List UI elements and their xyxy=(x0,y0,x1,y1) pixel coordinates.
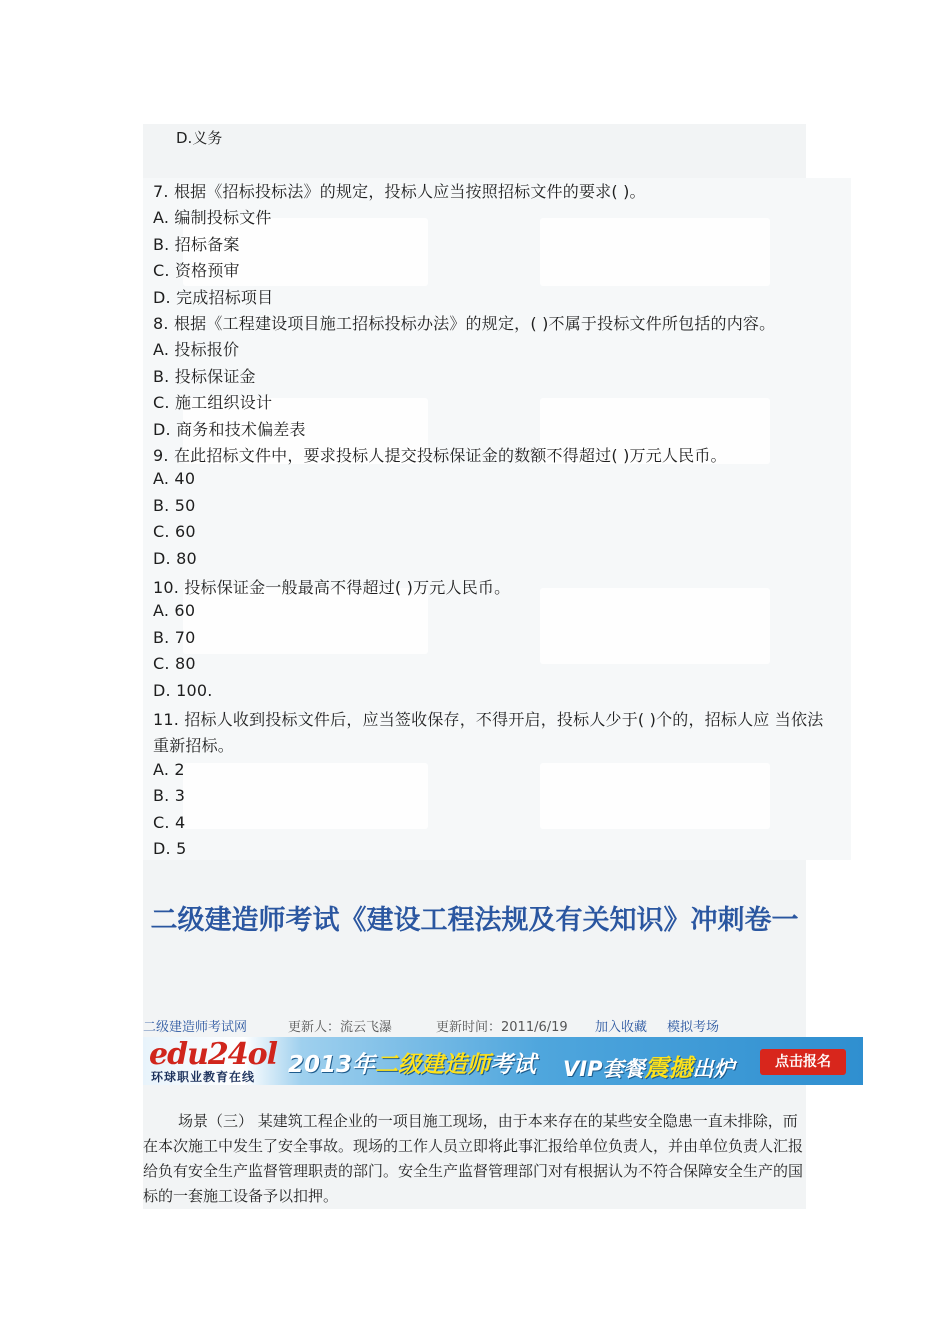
quiz-line: A. 2 xyxy=(153,759,185,779)
quiz-line: 9. 在此招标文件中，要求投标人提交投标保证金的数额不得超过( )万元人民币。 xyxy=(153,446,727,465)
quiz-image xyxy=(143,178,851,860)
quiz-line: B. 3 xyxy=(153,786,186,806)
banner-vip-text: VIP套餐震撼出炉 xyxy=(563,1054,735,1082)
quiz-line: 10. 投标保证金一般最高不得超过( )万元人民币。 xyxy=(153,578,511,597)
quiz-line: B. 招标备案 xyxy=(153,234,240,254)
update-time-text: 更新时间：2011/6/19 xyxy=(436,1020,568,1035)
quiz-line: D. 完成招标项目 xyxy=(153,287,274,307)
option-d-previous: D.义务 xyxy=(176,129,223,147)
signup-button[interactable]: 点击报名 xyxy=(760,1049,846,1075)
quiz-line: D. 100. xyxy=(153,680,213,700)
author-text: 更新人：流云飞瀑 xyxy=(288,1020,393,1035)
quiz-line: C. 资格预审 xyxy=(153,261,240,281)
watermark-block xyxy=(540,763,770,829)
scenario-paragraph: 场景（三） 某建筑工程企业的一项目施工现场，由于本来存在的某些安全隐患一直未排除，而在本次施工中发生了安全事故。现场的工作人员立即将此事汇报给单位负责人，并由单位负责人汇报给负有安全生产监督管理职责的部门。安全生产监督管理部门对有根据认为不符合保障安全生产的国标的一套施工设备予以扣押。 xyxy=(143,1112,804,1205)
quiz-line: B. 投标保证金 xyxy=(153,366,256,386)
logo-subtitle: 环球职业教育在线 xyxy=(151,1070,256,1084)
quiz-line: C. 4 xyxy=(153,812,186,832)
quiz-line: A. 编制投标文件 xyxy=(153,208,272,228)
quiz-line: 重新招标。 xyxy=(153,736,235,756)
quiz-line: D. 5 xyxy=(153,839,187,858)
quiz-line: D. 商务和技术偏差表 xyxy=(153,419,306,439)
article-title: 二级建造师考试《建设工程法规及有关知识》冲刺卷一 xyxy=(150,905,799,936)
quiz-line: A. 投标报价 xyxy=(153,340,240,360)
banner-headline: 2013年二级建造师考试 xyxy=(288,1052,537,1078)
watermark-block xyxy=(540,218,770,286)
quiz-line: D. 80 xyxy=(153,548,197,568)
watermark-block xyxy=(183,763,428,829)
quiz-line: A. 40 xyxy=(153,469,196,489)
quiz-line: 8. 根据《工程建设项目施工招标投标办法》的规定，( )不属于投标文件所包括的内容。 xyxy=(153,314,776,333)
quiz-line: A. 60 xyxy=(153,601,196,621)
ad-banner[interactable] xyxy=(143,1037,863,1085)
quiz-line: C. 施工组织设计 xyxy=(153,393,273,413)
edu24ol-logo: edu24ol xyxy=(149,1037,278,1072)
source-link[interactable]: 二级建造师考试网 xyxy=(143,1020,248,1035)
watermark-block xyxy=(540,588,770,664)
quiz-line: 11. 招标人收到投标文件后，应当签收保存，不得开启，投标人少于( )个的，招标人应 当依法 xyxy=(153,710,824,729)
quiz-line: C. 60 xyxy=(153,522,196,542)
article-meta xyxy=(143,1016,806,1034)
quiz-line: 7. 根据《招标投标法》的规定，投标人应当按照招标文件的要求( )。 xyxy=(153,182,646,201)
quiz-line: C. 80 xyxy=(153,654,196,674)
quiz-line: B. 70 xyxy=(153,627,196,647)
mock-exam-link[interactable]: 模拟考场 xyxy=(667,1020,720,1035)
quiz-line: B. 50 xyxy=(153,495,196,515)
add-favorite-link[interactable]: 加入收藏 xyxy=(595,1020,648,1035)
